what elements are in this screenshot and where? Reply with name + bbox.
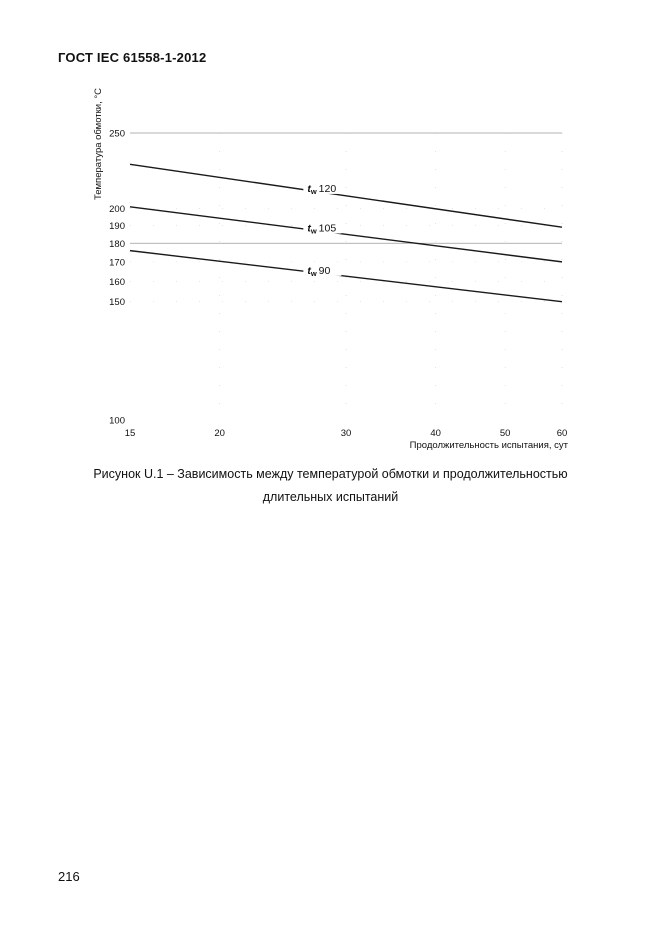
series-label-subscript: w xyxy=(310,186,317,196)
series-line-105 xyxy=(130,207,562,262)
x-tick-label-30: 30 xyxy=(340,428,352,439)
y-tick-label-160: 160 xyxy=(109,276,125,288)
x-tick-label-40: 40 xyxy=(430,428,441,439)
x-tick-label-15: 15 xyxy=(124,428,136,439)
y-tick-label-180: 180 xyxy=(109,238,125,250)
series-label-prefix: t xyxy=(307,182,311,195)
figure-caption-line-2: длительных испытаний xyxy=(262,490,399,504)
y-tick-label-170: 170 xyxy=(109,257,125,269)
y-tick-label-200: 200 xyxy=(109,203,125,215)
x-tick-label-50: 50 xyxy=(499,428,511,439)
series-line-90 xyxy=(130,251,562,302)
chart-series xyxy=(130,164,562,301)
series-label-value: 90 xyxy=(318,264,331,277)
x-tick-label-60: 60 xyxy=(556,428,568,439)
y-axis-label: Температура обмотки, °С xyxy=(93,87,104,201)
figure-caption-line-1: Рисунок U.1 – Зависимость между температурой обмотки и продолжительностью xyxy=(93,467,568,481)
series-line-120 xyxy=(130,164,562,227)
y-tick-label-150: 150 xyxy=(109,297,125,309)
series-label-subscript: w xyxy=(310,226,317,236)
chart-tick-labels xyxy=(109,129,567,440)
document-header: ГОСТ IEC 61558-1-2012 xyxy=(58,50,207,65)
x-axis-label: Продолжительность испытания, сут xyxy=(409,440,568,451)
page-number: 216 xyxy=(58,869,80,884)
y-tick-label-100: 100 xyxy=(109,415,125,427)
y-tick-label-190: 190 xyxy=(109,220,125,232)
series-label-90 xyxy=(307,265,330,278)
series-label-value: 105 xyxy=(318,222,337,235)
series-label-subscript: w xyxy=(310,268,317,278)
winding-temperature-chart xyxy=(0,0,661,460)
series-label-prefix: t xyxy=(307,222,311,235)
x-tick-label-20: 20 xyxy=(214,428,225,439)
series-label-value: 120 xyxy=(318,182,337,195)
y-tick-label-250: 250 xyxy=(109,128,125,140)
series-label-prefix: t xyxy=(307,264,311,277)
